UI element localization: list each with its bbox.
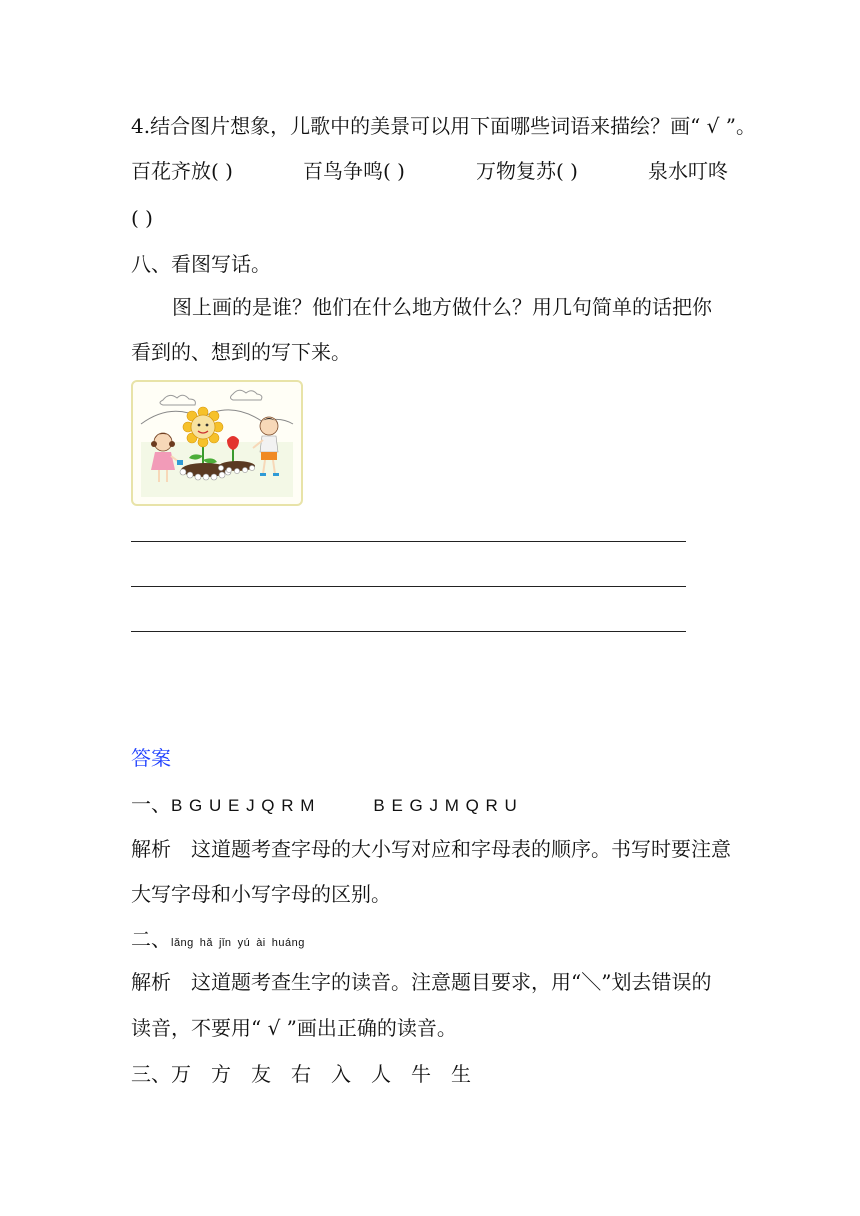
section8-title: 八、看图写话。 bbox=[131, 252, 271, 276]
answer-1 bbox=[131, 790, 518, 820]
q4-option-4-blank: ( ) bbox=[131, 206, 153, 230]
q4-option-3: 万物复苏( ) bbox=[476, 159, 578, 183]
illustration-children-gardening bbox=[131, 380, 303, 506]
answer-3-char-5: 入 bbox=[331, 1062, 351, 1086]
answer-2-label: 二、 bbox=[131, 927, 171, 951]
answer-2-pinyin-4: yú bbox=[237, 937, 251, 949]
answer-3-char-4: 右 bbox=[291, 1062, 311, 1086]
answer-3-char-1: 万 bbox=[171, 1062, 191, 1086]
answer-3-char-3: 友 bbox=[251, 1062, 271, 1086]
q4-option-2: 百鸟争鸣( ) bbox=[303, 159, 405, 183]
illustration-drawing bbox=[133, 382, 301, 504]
answer-2-analysis-text1: 这道题考查生字的读音。注意题目要求，用“＼”划去错误的 bbox=[191, 970, 712, 994]
answer-1-lowercase: B E G J M Q R U bbox=[373, 796, 518, 815]
answer-2-pinyin-3: jǐn bbox=[219, 937, 232, 949]
writing-line-2[interactable] bbox=[131, 586, 686, 587]
answer-3 bbox=[131, 1060, 491, 1088]
answers-heading: 答案 bbox=[131, 746, 171, 770]
answer-1-analysis-line2: 大写字母和小写字母的区别。 bbox=[131, 882, 391, 906]
answer-2-pinyin-5: ài bbox=[256, 937, 266, 949]
answer-2-analysis-label: 解析 bbox=[131, 970, 171, 994]
answer-1-analysis-line1 bbox=[131, 835, 731, 863]
answer-1-uppercase: B G U E J Q R M bbox=[171, 796, 316, 815]
answer-3-char-2: 方 bbox=[211, 1062, 231, 1086]
q4-option-4: 泉水叮咚 bbox=[648, 159, 728, 183]
answer-3-label: 三、 bbox=[131, 1062, 171, 1086]
writing-line-1[interactable] bbox=[131, 541, 686, 542]
answer-2-pinyin-1: lǎng bbox=[171, 937, 194, 949]
answer-1-analysis-text1: 这道题考查字母的大小写对应和字母表的顺序。书写时要注意 bbox=[191, 837, 731, 861]
answer-2-analysis-line1 bbox=[131, 968, 711, 996]
answer-1-label: 一、 bbox=[131, 792, 171, 816]
answer-1-analysis-label: 解析 bbox=[131, 837, 171, 861]
q4-option-1: 百花齐放( ) bbox=[131, 159, 233, 183]
section8-instruction-line2: 看到的、想到的写下来。 bbox=[131, 340, 351, 364]
section8-instruction-line1: 图上画的是谁？他们在什么地方做什么？用几句简单的话把你 bbox=[172, 295, 712, 319]
answer-2-pinyin-6: huáng bbox=[271, 937, 305, 949]
answer-3-char-7: 牛 bbox=[411, 1062, 431, 1086]
answer-2 bbox=[131, 925, 305, 957]
q4-prompt: 4.结合图片想象，儿歌中的美景可以用下面哪些词语来描绘？画“ √ ”。 bbox=[131, 114, 756, 138]
answer-2-analysis-line2: 读音，不要用“ √ ”画出正确的读音。 bbox=[131, 1016, 457, 1040]
writing-line-3[interactable] bbox=[131, 631, 686, 632]
answer-2-pinyin-2: hǎ bbox=[199, 937, 214, 949]
answer-3-char-6: 人 bbox=[371, 1062, 391, 1086]
answer-3-char-8: 生 bbox=[451, 1062, 471, 1086]
